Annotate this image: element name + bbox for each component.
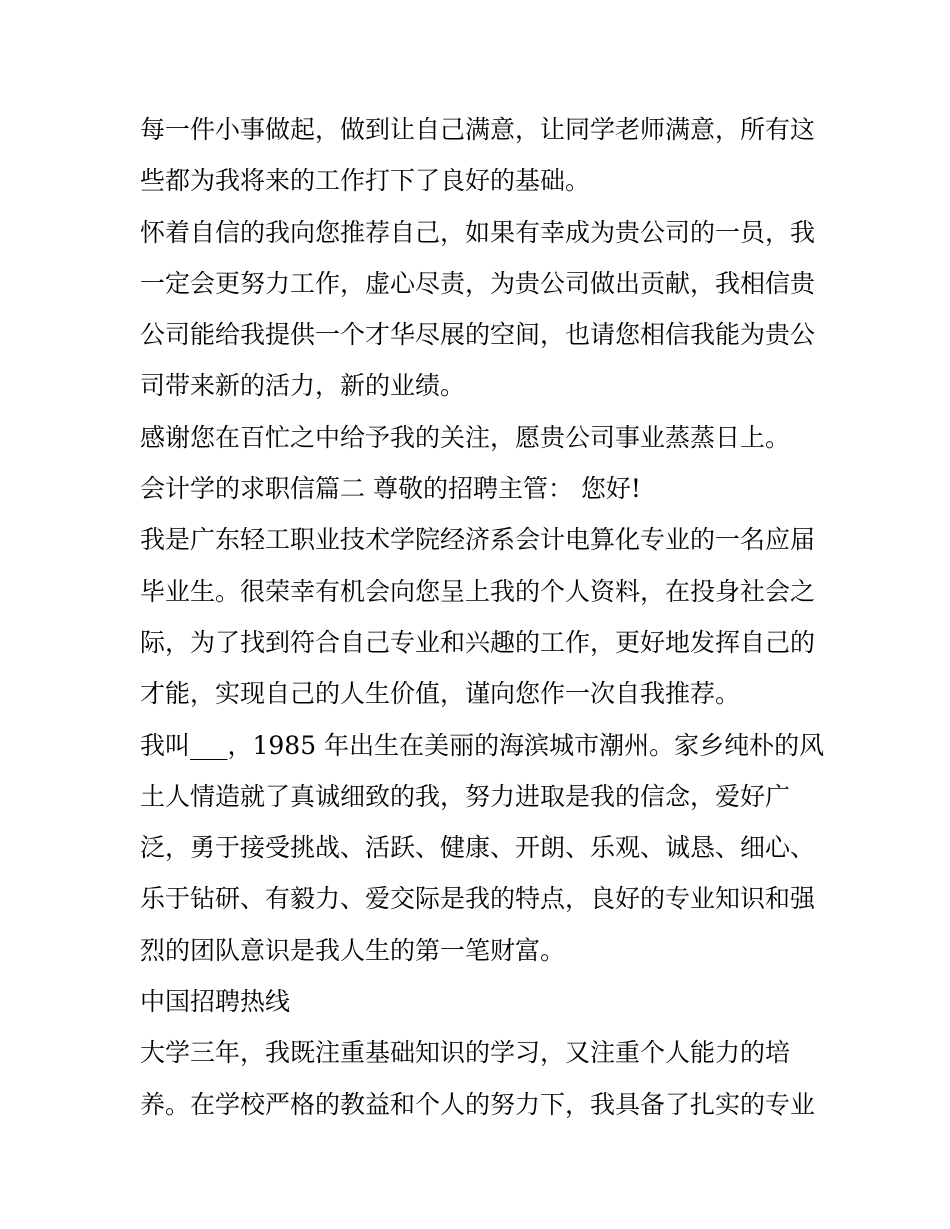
text-line: 养。在学校严格的教益和个人的努力下，我具备了扎实的专业 — [140, 1089, 816, 1119]
section-heading: 会计学的求职信篇二 尊敬的招聘主管： 您好! — [140, 474, 641, 504]
text-line: 每一件小事做起，做到让自己满意，让同学老师满意，所有这 — [140, 115, 816, 144]
text-line: 我叫___，1985 年出生在美丽的海滨城市潮州。家乡纯朴的风 — [140, 730, 825, 760]
text-line: 土人情造就了真诚细致的我，努力进取是我的信念，爱好广 — [140, 781, 791, 811]
text-line: 司带来新的活力，新的业绩。 — [140, 371, 466, 401]
text-line: 些都为我将来的工作打下了良好的基础。 — [140, 166, 591, 196]
text-line: 中国招聘热线 — [140, 987, 291, 1017]
text-line: 我是广东轻工职业技术学院经济系会计电算化专业的一名应届 — [140, 525, 816, 555]
text-line: 公司能给我提供一个才华尽展的空间，也请您相信我能为贵公 — [140, 320, 816, 350]
text-line: 乐于钻研、有毅力、爱交际是我的特点，良好的专业知识和强 — [140, 884, 816, 914]
text-line: 泛，勇于接受挑战、活跃、健康、开朗、乐观、诚恳、细心、 — [140, 833, 816, 863]
body-text — [140, 104, 825, 1130]
text-line: 际，为了找到符合自己专业和兴趣的工作，更好地发挥自己的 — [140, 627, 816, 657]
text-line: 一定会更努力工作，虚心尽责，为贵公司做出贡献，我相信贵 — [140, 268, 816, 298]
text-line: 毕业生。很荣幸有机会向您呈上我的个人资料，在投身社会之 — [140, 576, 816, 606]
text-line: 大学三年，我既注重基础知识的学习，又注重个人能力的培 — [140, 1038, 791, 1068]
text-line: 怀着自信的我向您推荐自己，如果有幸成为贵公司的一员，我 — [140, 217, 816, 247]
text-line: 感谢您在百忙之中给予我的关注，愿贵公司事业蒸蒸日上。 — [140, 422, 791, 452]
text-line: 才能，实现自己的人生价值，谨向您作一次自我推荐。 — [140, 679, 741, 709]
text-line: 烈的团队意识是我人生的第一笔财富。 — [140, 935, 566, 965]
